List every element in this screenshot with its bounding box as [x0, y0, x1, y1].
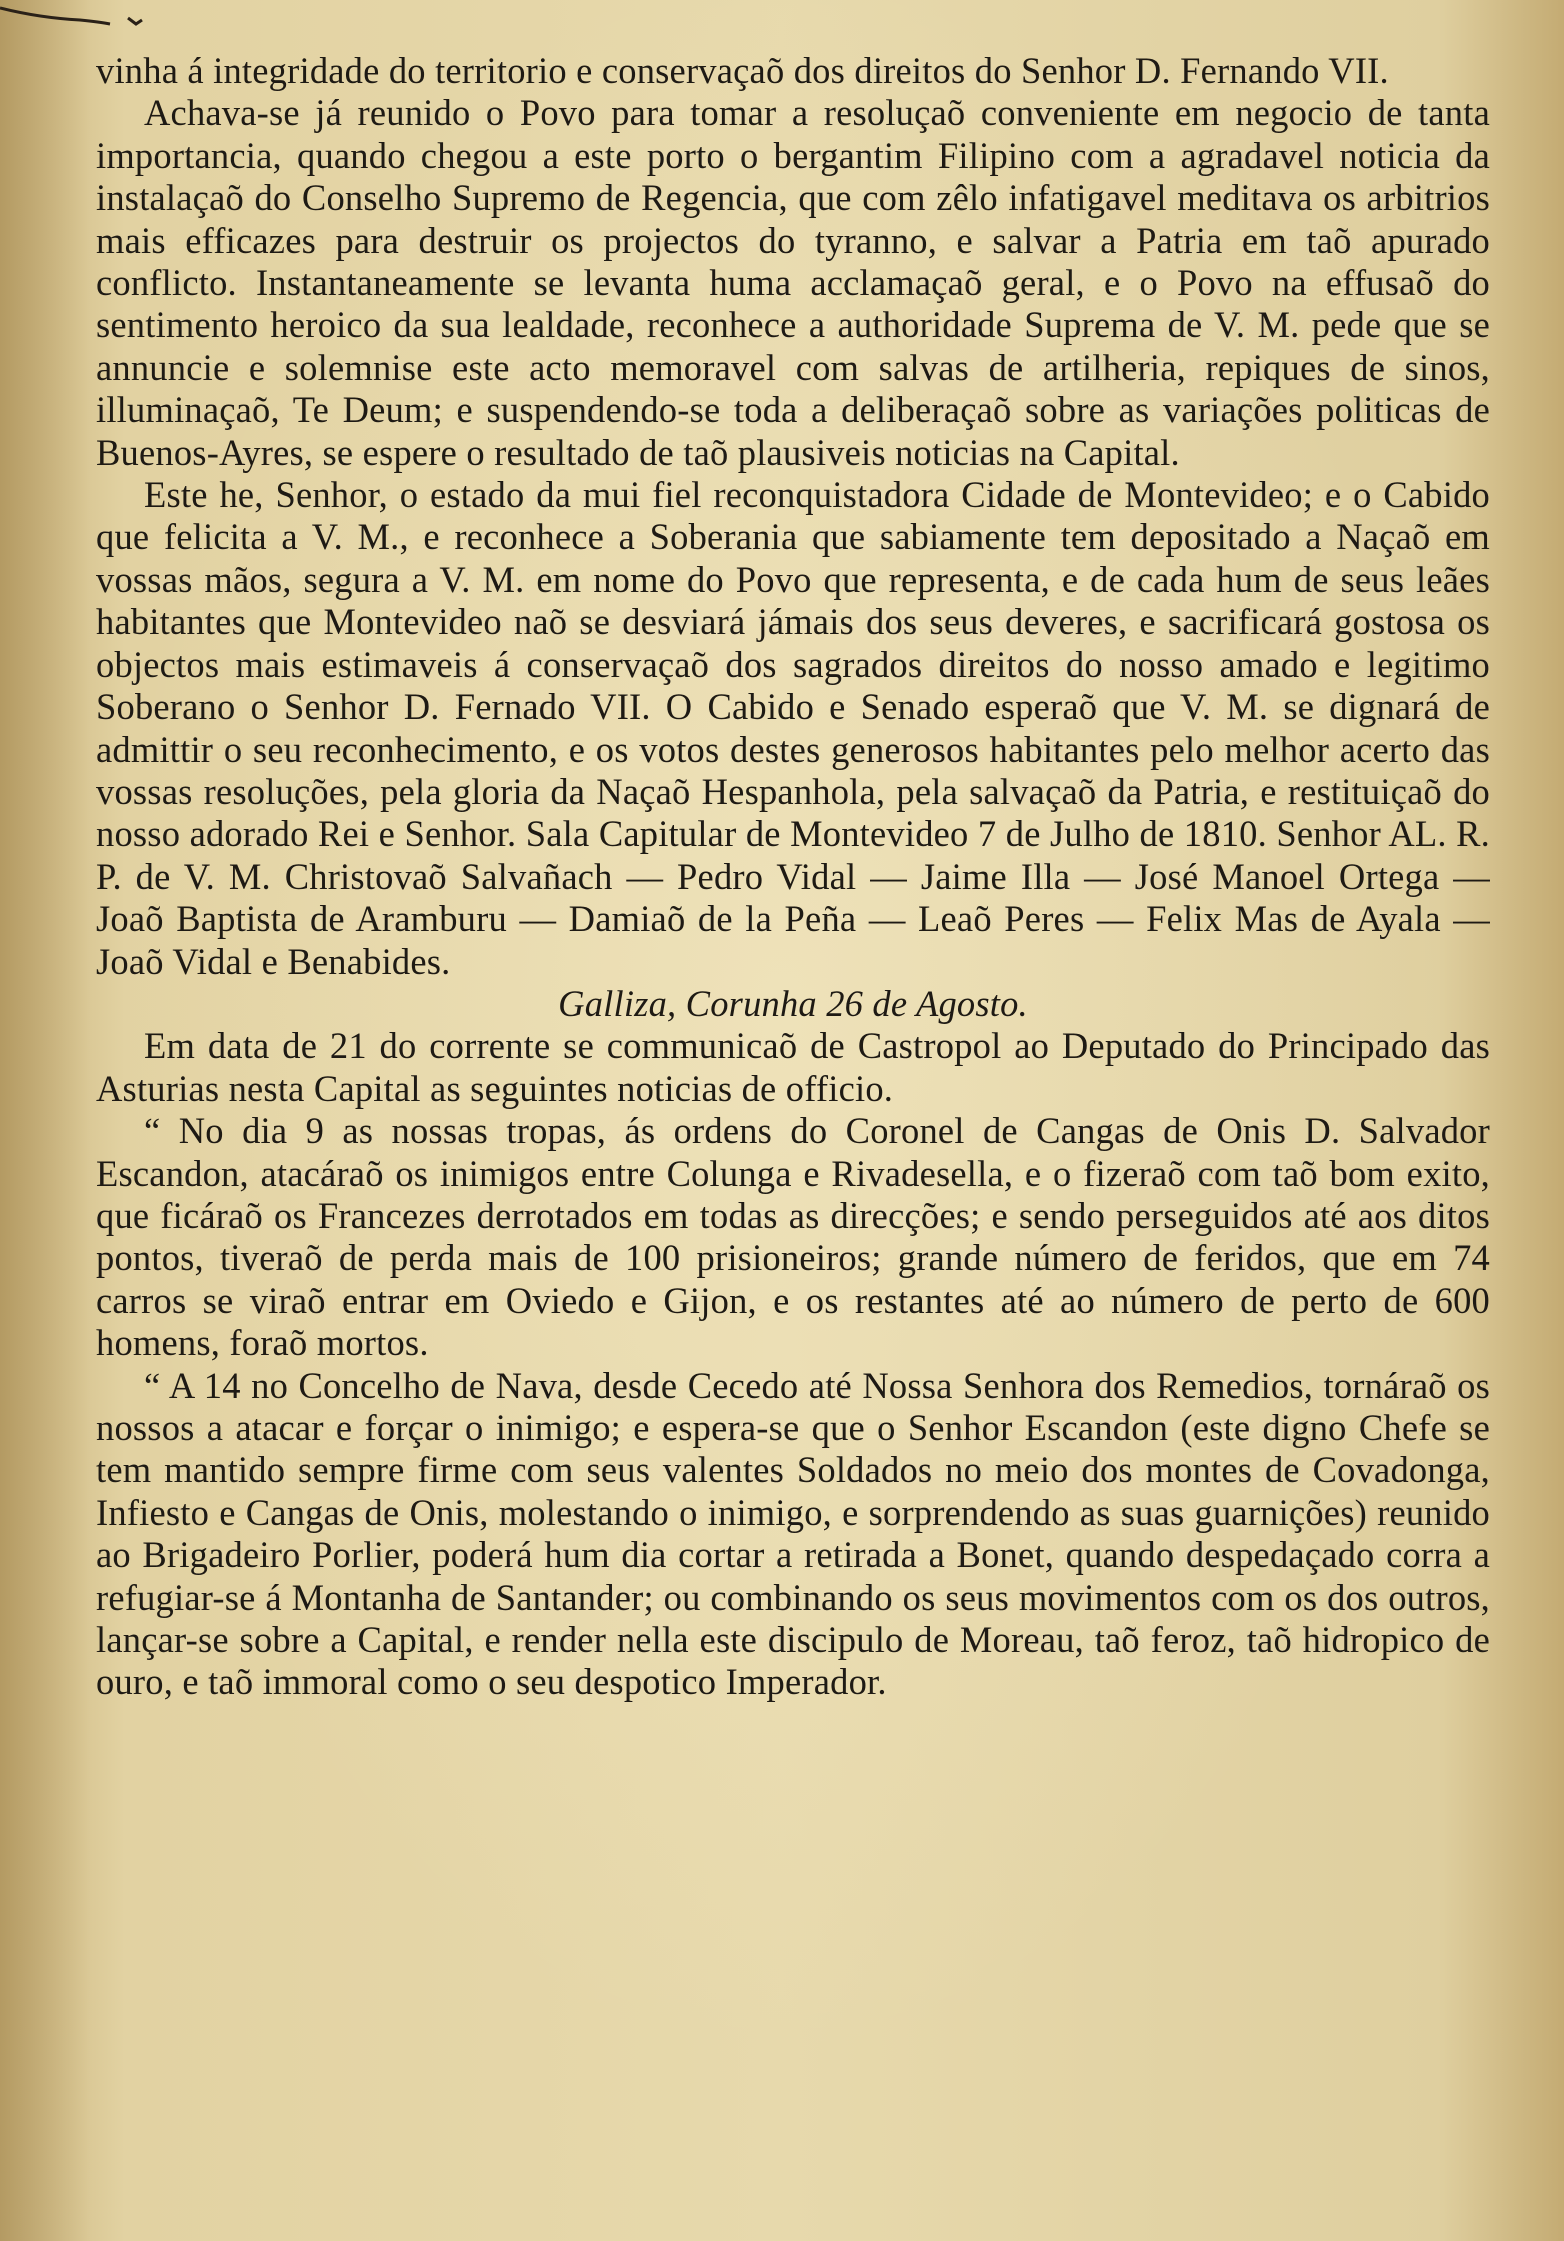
- paragraph-regency-news: Achava-se já reunido o Povo para tomar a resoluçaõ conveniente em negocio de tanta importancia, quando chegou a este porto o bergantim Filipino com a agradavel noticia da instalaçaõ do Conselho Supremo de Regencia, que com zêlo infatigavel meditava os arbitrios mais efficazes para destruir os projectos do tyranno, e salvar a Patria em taõ apurado conflicto. Instantaneamente se levanta huma acclamaçaõ geral, e o Povo na effusaõ do sentimento heroico da sua lealdade, reconhece a authoridade Suprema de V. M. pede que se annuncie e solemnise este acto memoravel com salvas de artilheria, repiques de sinos, illuminaçaõ, Te Deum; e suspendendo-se toda a deliberaçaõ sobre as variações politicas de Buenos-Ayres, se espere o resultado de taõ plausiveis noticias na Capital.: [96, 92, 1490, 473]
- paragraph-battle-day-9: “ No dia 9 as nossas tropas, ás ordens do Coronel de Cangas de Onis D. Salvador Escandon, atacáraõ os inimigos entre Colunga e Rivadesella, e o fizeraõ com taõ bom exito, que ficáraõ os Francezes derrotados em todas as direcções; e sendo perseguidos até aos ditos pontos, tiveraõ de perda mais de 100 prisioneiros; grande número de feridos, que em 74 carros se viraõ entrar em Oviedo e Gijon, e os restantes até ao número de perto de 600 homens, foraõ mortos.: [96, 1110, 1490, 1364]
- article-text: [96, 50, 1490, 1704]
- paragraph-continuation: vinha á integridade do territorio e conservaçaõ dos direitos do Senhor D. Fernando VII.: [96, 50, 1389, 91]
- ink-mark: [0, 0, 160, 40]
- paragraph-montevideo-address: Este he, Senhor, o estado da mui fiel reconquistadora Cidade de Montevideo; e o Cabido que felicita a V. M., e reconhece a Soberania que sabiamente tem depositado a Naçaõ em vossas mãos, segura a V. M. em nome do Povo que representa, e de cada hum de seus leães habitantes que Montevideo naõ se desviará jámais dos seus deveres, e sacrificará gostosa os objectos mais estimaveis á conservaçaõ dos sagrados direitos do nosso amado e legitimo Soberano o Senhor D. Fernado VII. O Cabido e Senado esperaõ que V. M. se dignará de admittir o seu reconhecimento, e os votos destes generosos habitantes pelo melhor acerto das vossas resoluções, pela gloria da Naçaõ Hespanhola, pela salvaçaõ da Patria, e restituiçaõ do nosso adorado Rei e Senhor. Sala Capitular de Montevideo 7 de Julho de 1810. Senhor AL. R. P. de V. M. Christovaõ Salvañach — Pedro Vidal — Jaime Illa — José Manoel Ortega — Joaõ Baptista de Aramburu — Damiaõ de la Peña — Leaõ Peres — Felix Mas de Ayala — Joaõ Vidal e Benabides.: [96, 474, 1490, 982]
- page-edge-stain: [0, 0, 90, 2241]
- paragraph-castropol-report: Em data de 21 do corrente se communicaõ de Castropol ao Deputado do Principado das Asturias nesta Capital as seguintes noticias de officio.: [96, 1025, 1490, 1109]
- dateline-galliza: Galliza, Corunha 26 de Agosto.: [558, 982, 1028, 1024]
- paragraph-battle-day-14: “ A 14 no Concelho de Nava, desde Cecedo até Nossa Senhora dos Remedios, tornáraõ os nossos a atacar e forçar o inimigo; e espera-se que o Senhor Escandon (este digno Chefe se tem mantido sempre firme com seus valentes Soldados no meio dos montes de Covadonga, Infiesto e Cangas de Onis, molestando o inimigo, e sorprendendo as suas guarnições) reunido ao Brigadeiro Porlier, poderá hum dia cortar a retirada a Bonet, quando despedaçado corra a refugiar-se á Montanha de Santander; ou combinando os seus movimentos com os dos outros, lançar-se sobre a Capital, e render nella este discipulo de Moreau, taõ feroz, taõ hidropico de ouro, e taõ immoral como o seu despotico Imperador.: [96, 1364, 1490, 1703]
